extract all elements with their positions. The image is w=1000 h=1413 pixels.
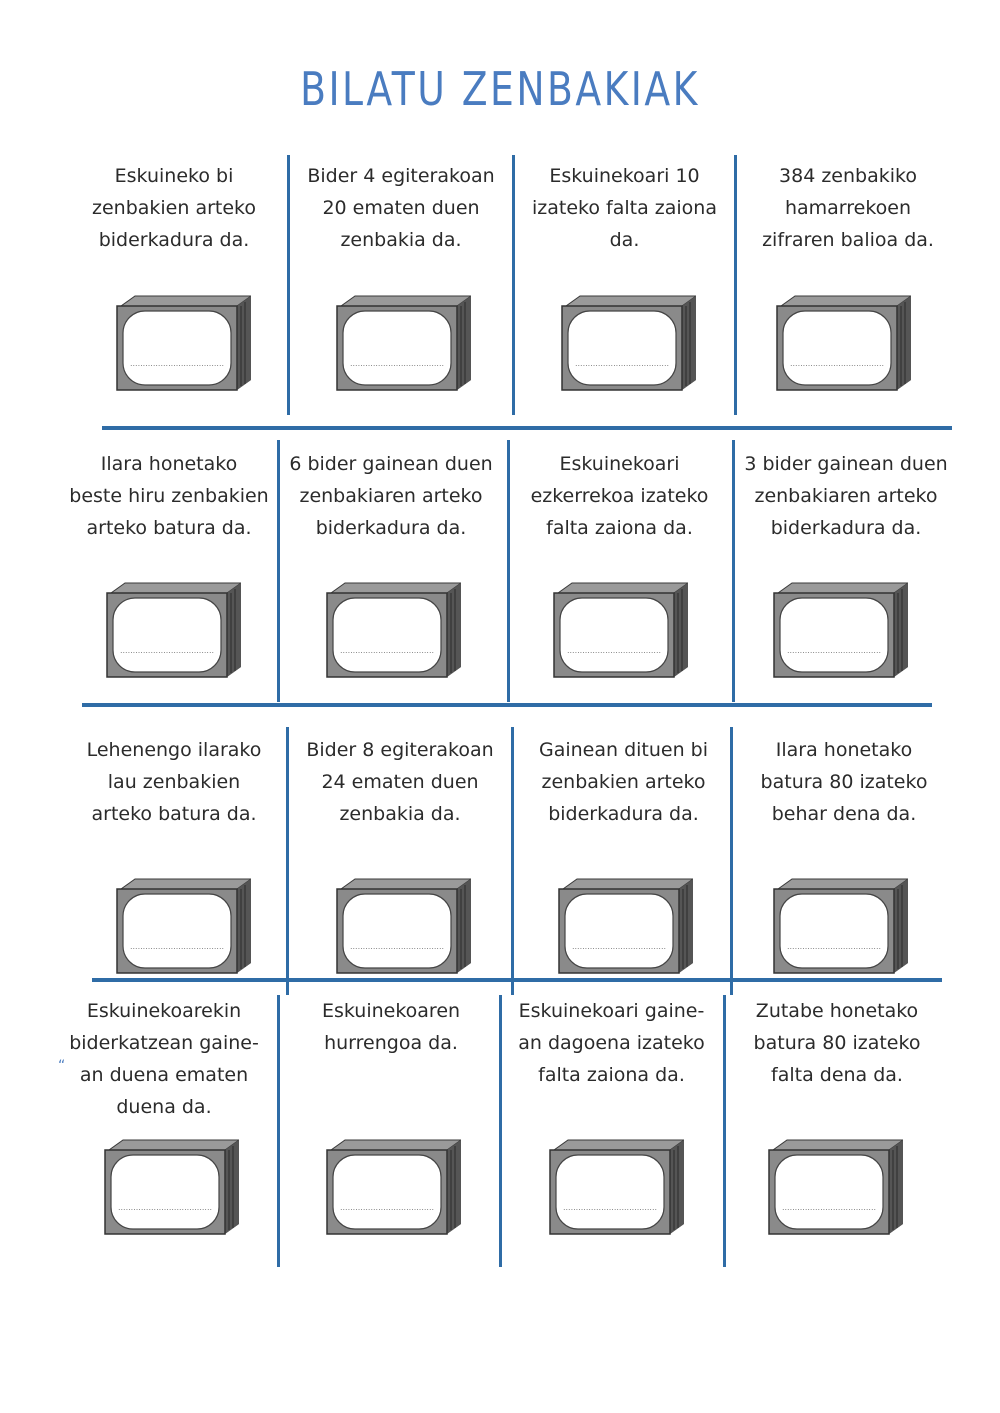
svg-text:..............................: ..................................... [786, 942, 882, 951]
clue-text: Lehenengo ilarako lau zenbakien arteko batura da. [86, 739, 262, 825]
row-divider [82, 703, 932, 707]
tv-answer-box-icon[interactable] [335, 877, 471, 975]
svg-text:..............................: ..................................... [129, 359, 225, 368]
clue-cell [290, 160, 512, 270]
clue-text: Gainean dituen bi zenbakien arteko biderkadura da. [538, 739, 709, 825]
clue-cell [737, 160, 959, 270]
clue-text: Ilara honetako batura 80 izateko behar dena da. [760, 739, 928, 825]
tv-answer-box-icon[interactable] [325, 581, 461, 679]
svg-text:..............................: ..................................... [119, 646, 215, 655]
clue-text: Bider 8 egiterakoan 24 ematen duen zenbakia da. [306, 739, 494, 825]
svg-text:..............................: ..................................... [574, 359, 670, 368]
tv-answer-box-icon[interactable] [552, 581, 688, 679]
clue-text: 384 zenbakiko hamarrekoen zifraren balioa da. [762, 165, 934, 251]
clue-text: Eskuineko bi zenbakien arteko biderkadura da. [91, 165, 256, 251]
stray-quote-mark: “ [58, 1058, 66, 1074]
svg-text:..............................: ..................................... [781, 1203, 877, 1212]
tv-answer-box-icon[interactable] [775, 294, 911, 392]
tv-answer-box-icon[interactable] [557, 877, 693, 975]
tv-answer-box-icon[interactable] [105, 581, 241, 679]
clue-cell [514, 734, 733, 844]
clue-cell [502, 995, 721, 1105]
tv-answer-box-icon[interactable] [560, 294, 696, 392]
clue-cell [55, 448, 283, 558]
clue-text: Eskuinekoari ezkerrekoa izateko falta zaiona da. [530, 453, 709, 539]
clue-cell [60, 734, 288, 844]
clue-cell [515, 160, 734, 270]
svg-text:..............................: ..................................... [786, 646, 882, 655]
clue-cell [280, 448, 502, 558]
tv-answer-box-icon[interactable] [103, 1138, 239, 1236]
row-divider [92, 978, 942, 982]
clue-text: Bider 4 egiterakoan 20 ematen duen zenbakia da. [307, 165, 495, 251]
clue-cell [60, 160, 288, 270]
tv-answer-box-icon[interactable] [772, 581, 908, 679]
clue-text: Eskuinekoarekin biderkatzean gaine- an duena ematen duena da. [69, 1000, 259, 1118]
clue-cell [735, 448, 957, 558]
clue-text: Eskuinekoari gaine- an dagoena izateko falta zaiona da. [518, 1000, 705, 1086]
tv-answer-box-icon[interactable] [767, 1138, 903, 1236]
clue-text: 3 bider gainean duen zenbakiaren arteko biderkadura da. [744, 453, 948, 539]
row-divider [102, 426, 952, 430]
clue-cell [726, 995, 948, 1105]
clue-cell [289, 734, 511, 844]
clue-cell [510, 448, 729, 558]
clue-cell [280, 995, 502, 1105]
svg-text:..............................: ..................................... [339, 1203, 435, 1212]
tv-answer-box-icon[interactable] [335, 294, 471, 392]
tv-answer-box-icon[interactable] [325, 1138, 461, 1236]
clue-text: 6 bider gainean duen zenbakiaren arteko biderkadura da. [289, 453, 493, 539]
clue-cell [733, 734, 955, 844]
clue-text: Zutabe honetako batura 80 izateko falta dena da. [753, 1000, 921, 1086]
clue-text: Eskuinekoari 10 izateko falta zaiona da. [532, 165, 717, 251]
tv-answer-box-icon[interactable] [548, 1138, 684, 1236]
tv-answer-box-icon[interactable] [772, 877, 908, 975]
page-title: BILATU ZENBAKIAK [300, 62, 700, 116]
tv-answer-box-icon[interactable] [115, 877, 251, 975]
svg-text:..............................: ..................................... [566, 646, 662, 655]
tv-answer-box-icon[interactable] [115, 294, 251, 392]
svg-text:..............................: ..................................... [349, 359, 445, 368]
svg-text:..............................: ..................................... [571, 942, 667, 951]
svg-text:..............................: ..................................... [562, 1203, 658, 1212]
svg-text:..............................: ..................................... [129, 942, 225, 951]
clue-cell [50, 995, 278, 1118]
clue-text: Eskuinekoaren hurrengoa da. [321, 1000, 461, 1054]
svg-text:..............................: ..................................... [117, 1203, 213, 1212]
svg-text:..............................: ..................................... [789, 359, 885, 368]
clue-text: Ilara honetako beste hiru zenbakien arteko batura da. [69, 453, 269, 539]
svg-text:..............................: ..................................... [339, 646, 435, 655]
svg-text:..............................: ..................................... [349, 942, 445, 951]
